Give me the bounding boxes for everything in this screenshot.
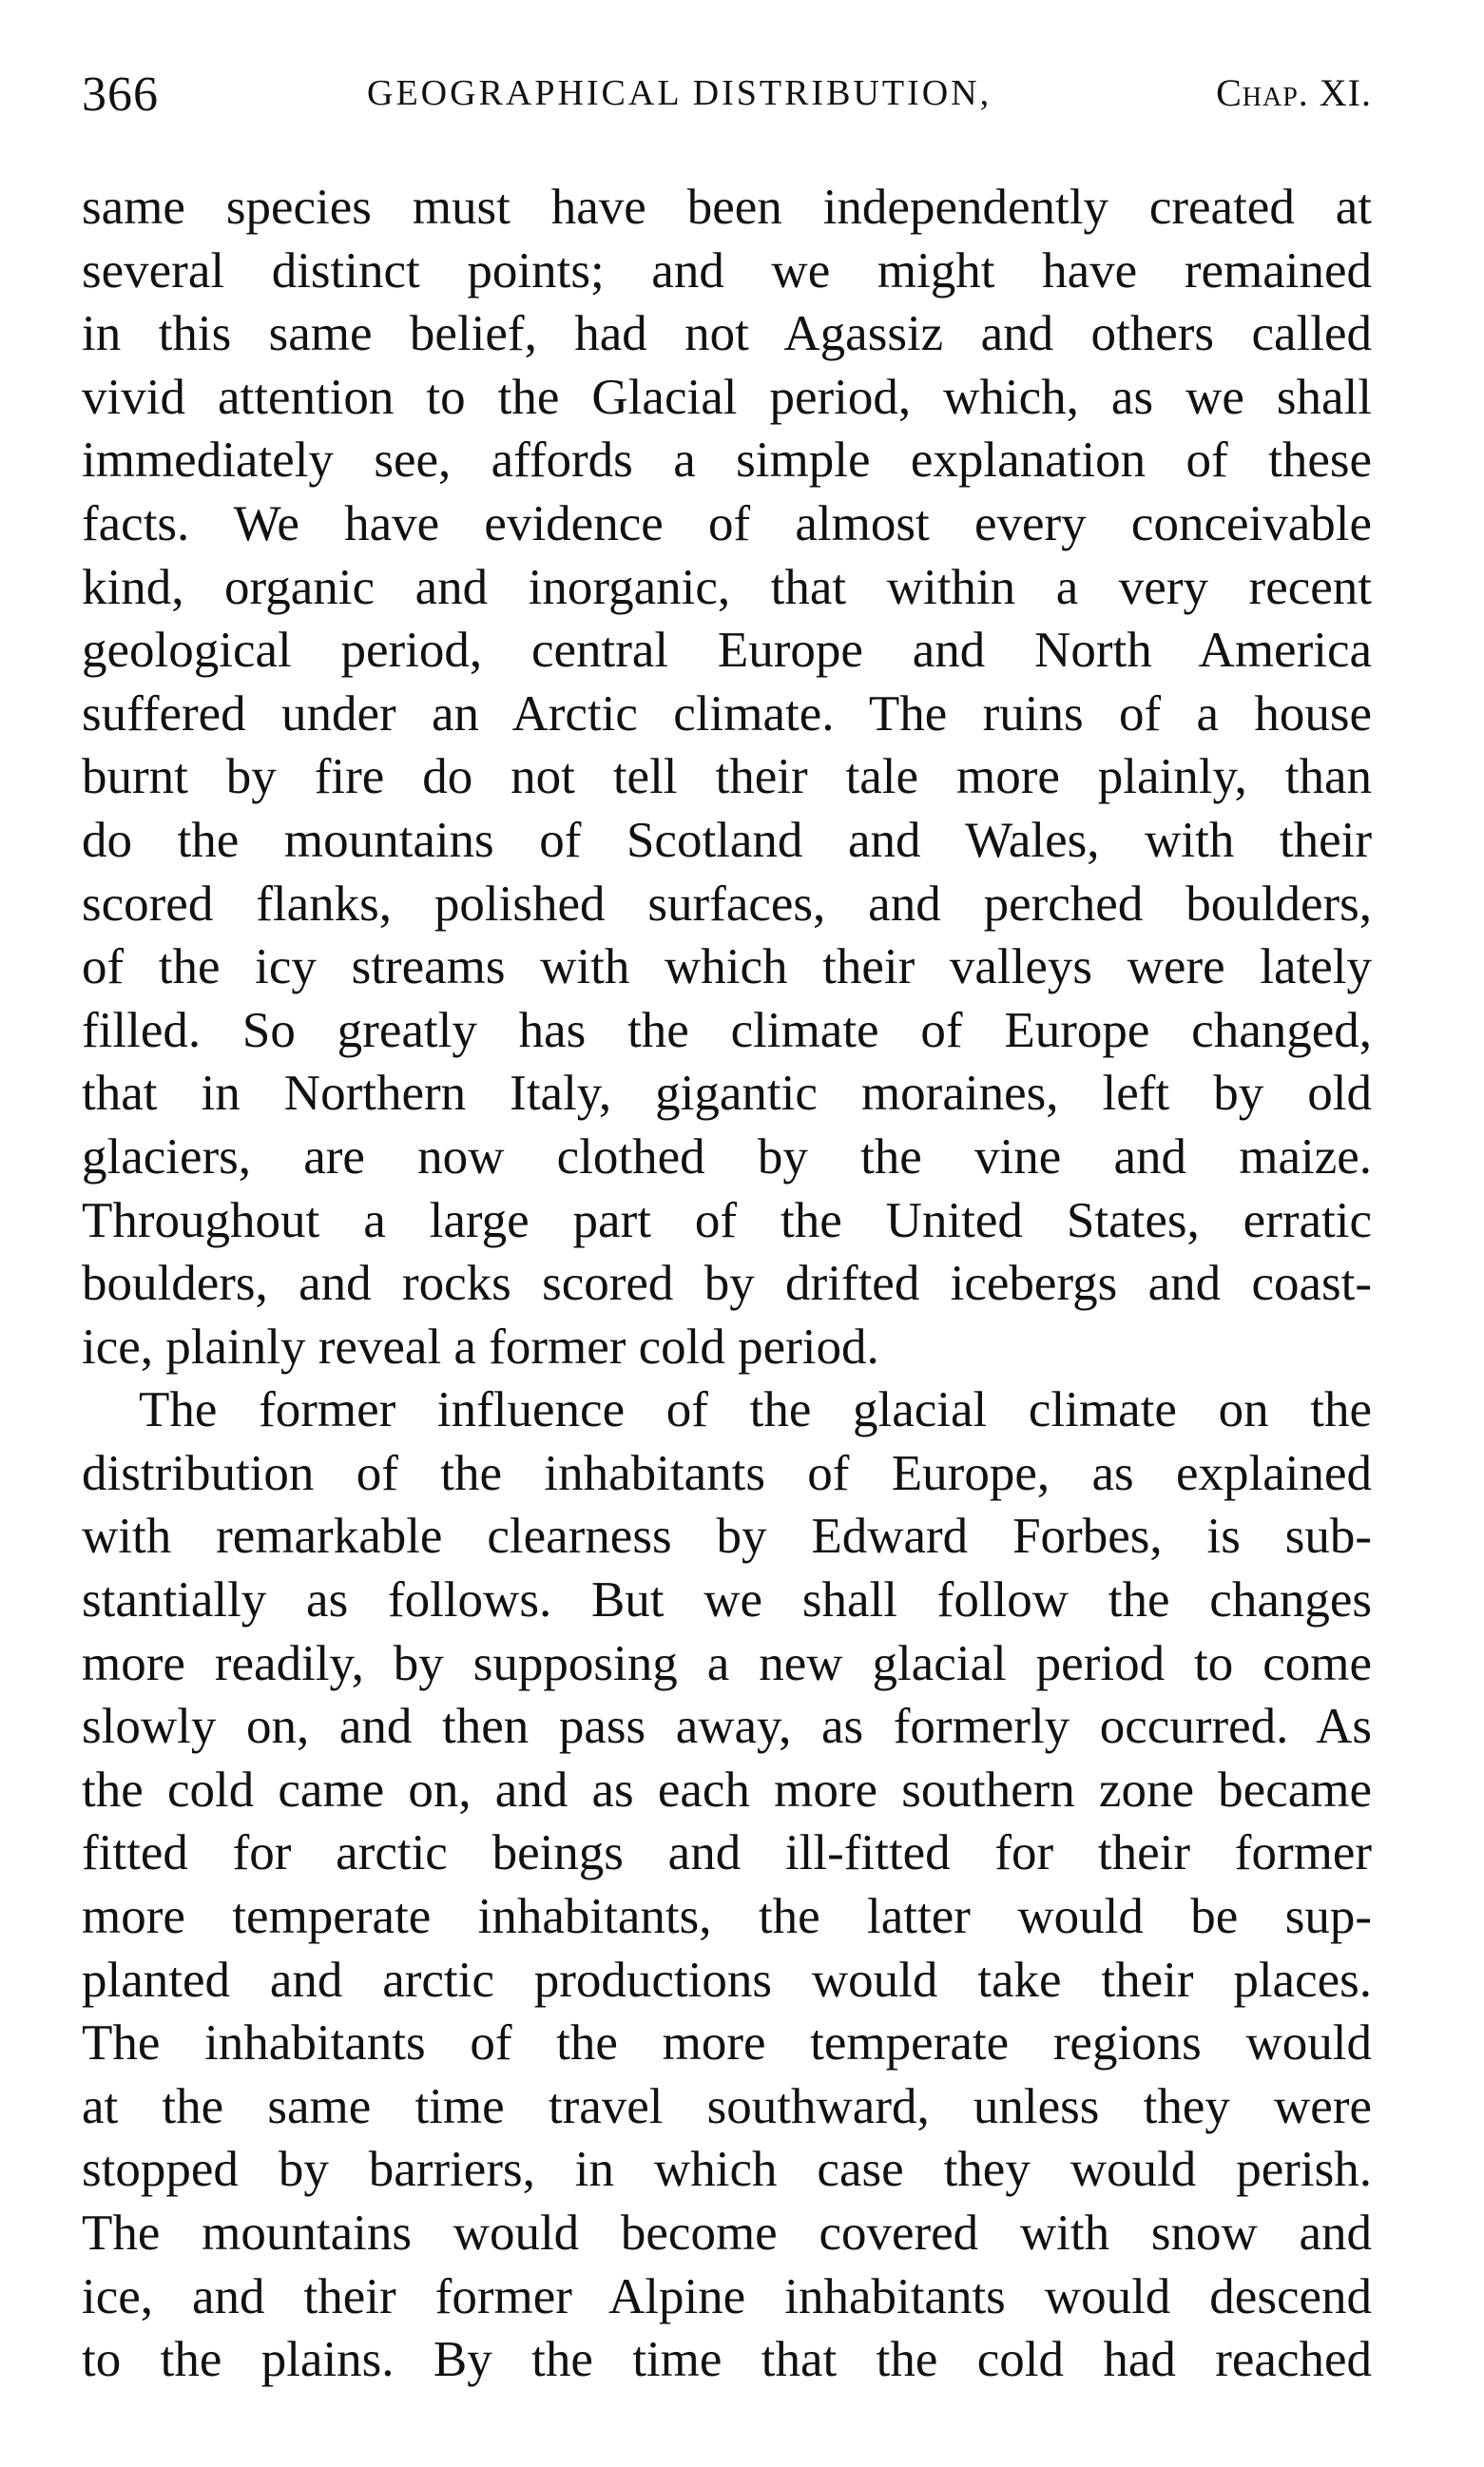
text-line: geological period, central Europe and North America	[82, 623, 1372, 679]
text-line: do the mountains of Scotland and Wales, with their	[82, 812, 1372, 868]
text-line: The former influence of the glacial climate on the	[139, 1382, 1372, 1438]
text-line: more readily, by supposing a new glacial period to come	[82, 1635, 1372, 1691]
text-line: more temperate inhabitants, the latter would be sup-	[82, 1889, 1372, 1945]
paragraph	[82, 176, 1372, 1378]
text-line: that in Northern Italy, gigantic moraines, left by old	[82, 1066, 1372, 1122]
text-line: filled. So greatly has the climate of Europe changed,	[82, 1002, 1372, 1058]
text-line: The inhabitants of the more temperate regions would	[82, 2015, 1372, 2072]
text-line: suffered under an Arctic climate. The ruins of a house	[82, 685, 1372, 742]
text-line: planted and arctic productions would take their places.	[82, 1952, 1372, 2008]
text-line: with remarkable clearness by Edward Forbes, is sub-	[82, 1509, 1372, 1565]
text-line: ice, plainly reveal a former cold period.	[82, 1319, 879, 1375]
text-line: ice, and their former Alpine inhabitants would descend	[82, 2268, 1372, 2324]
body-text	[82, 176, 1372, 2392]
paragraph	[82, 1378, 1372, 2392]
text-line: slowly on, and then pass away, as formerly occurred. As	[82, 1699, 1372, 1755]
text-line: to the plains. By the time that the cold had reached	[82, 2332, 1372, 2388]
text-line: vivid attention to the Glacial period, which, as we shall	[82, 369, 1372, 425]
page-number: 366	[82, 67, 159, 122]
text-line: same species must have been independently created at	[82, 180, 1372, 235]
text-line: immediately see, affords a simple explanation of these	[82, 433, 1372, 489]
text-line: of the icy streams with which their valleys were lately	[82, 939, 1372, 995]
chapter-title: GEOGRAPHICAL DISTRIBUTION,	[367, 73, 993, 113]
running-head	[82, 67, 1372, 133]
text-line: boulders, and rocks scored by drifted icebergs and coast-	[82, 1256, 1372, 1312]
text-line: the cold came on, and as each more southern zone became	[82, 1762, 1372, 1818]
text-line: stopped by barriers, in which case they would perish.	[82, 2142, 1372, 2198]
text-line: stantially as follows. But we shall follow the changes	[82, 1572, 1372, 1629]
text-line: fitted for arctic beings and ill-fitted for their former	[82, 1825, 1372, 1881]
text-line: in this same belief, had not Agassiz and others called	[82, 306, 1372, 362]
text-line: at the same time travel southward, unless they were	[82, 2078, 1372, 2134]
text-line: distribution of the inhabitants of Europe, as explained	[82, 1445, 1372, 1501]
text-line: Throughout a large part of the United States, erratic	[82, 1192, 1372, 1248]
text-line: kind, organic and inorganic, that within a very recent	[82, 559, 1372, 615]
text-line: The mountains would become covered with snow and	[82, 2206, 1372, 2261]
text-line: glaciers, are now clothed by the vine and maize.	[82, 1128, 1372, 1185]
chapter-reference: Chap. XI.	[1216, 71, 1372, 114]
text-line: facts. We have evidence of almost every conceivable	[82, 495, 1372, 551]
text-line: burnt by fire do not tell their tale more plainly, than	[82, 749, 1372, 805]
text-line: several distinct points; and we might have remained	[82, 242, 1372, 299]
text-line: scored flanks, polished surfaces, and perched boulders,	[82, 876, 1372, 932]
